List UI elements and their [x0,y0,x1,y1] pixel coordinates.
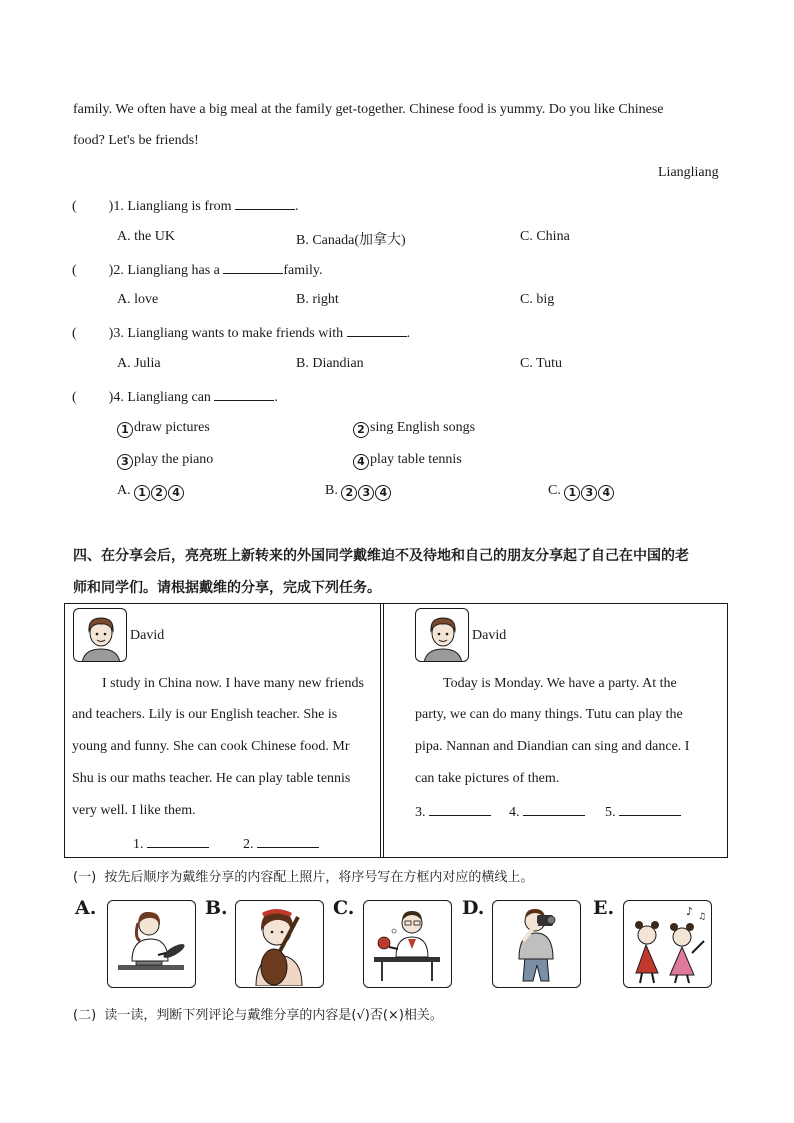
david-avatar-icon [415,608,469,662]
answer-blank[interactable] [347,324,407,337]
picture-letter-e: E. [593,897,615,919]
q4-option-c: C. 1 3 4 [548,483,615,501]
blank-4: 4. [509,803,585,821]
left-line-2: and teachers. Lily is our English teacher. She is [72,707,338,722]
answer-blank[interactable] [235,197,295,210]
q4-option-b: B. 2 3 4 [325,483,392,501]
right-line-4: can take pictures of them. [415,771,560,786]
section4-title-line-2: 师和同学们。请根据戴维的分享，完成下列任务。 [73,580,381,596]
girls-singing-dancing-icon [623,900,712,988]
left-line-3: young and funny. She can cook Chinese food. Mr [72,739,350,754]
svg-text:♪: ♪ [686,905,694,918]
answer-blank[interactable] [223,261,283,274]
answer-blank[interactable] [619,803,681,816]
right-line-2: party, we can do many things. Tutu can play the [415,707,683,722]
blank-1: 1. [133,835,209,853]
q1-option-c: C. China [520,229,570,244]
box-divider [380,603,384,858]
right-line-1: Today is Monday. We have a party. At the [443,676,677,691]
left-line-5: very well. I like them. [72,803,196,818]
picture-letter-a: A. [75,897,97,919]
question-text: 4. Liangliang can [113,390,211,405]
left-box-name: David [130,628,165,643]
q4-option-a: A. 1 2 4 [117,483,185,501]
section4-title-line-1: 四、在分享会后，亮亮班上新转来的外国同学戴维迫不及待地和自己的朋友分享起了自己在中国的老 [73,548,689,564]
q2-option-b: B. right [296,292,339,307]
passage-line-1: family. We often have a big meal at the family get-together. Chinese food is yummy. Do you like Chinese [73,102,664,117]
answer-paren-open: ( [72,199,77,214]
picture-letter-b: B. [205,897,228,919]
q4-item-3: 3 play the piano [117,452,213,470]
q3-option-b: B. Diandian [296,356,364,371]
question-text: 1. Liangliang is from [113,199,232,214]
q1-option-b: B. Canada(加拿大) [296,233,406,248]
q1-option-a: A. the UK [117,229,175,244]
question-3: ( )3. Liangliang wants to make friends with . [72,326,411,341]
girl-cooking-icon [107,900,196,988]
blank-5: 5. [605,803,681,821]
question-text: 3. Liangliang wants to make friends with [113,326,344,341]
q4-item-2: 2 sing English songs [353,420,475,438]
answer-blank[interactable] [523,803,585,816]
part1-instruction: (一) 按先后顺序为戴维分享的内容配上照片，将序号写在方框内对应的横线上。 [73,870,534,885]
answer-blank[interactable] [257,835,319,848]
man-playing-table-tennis-icon [363,900,452,988]
svg-text:♫: ♫ [698,912,707,922]
question-2: ( )2. Liangliang has a family. [72,263,323,278]
q3-option-a: A. Julia [117,356,161,371]
david-avatar-icon [73,608,127,662]
part2-instruction: (二) 读一读，判断下列评论与戴维分享的内容是(√)否(×)相关。 [73,1008,443,1023]
question-text: 2. Liangliang has a [113,263,220,278]
blank-2: 2. [243,835,319,853]
answer-blank[interactable] [429,803,491,816]
left-line-4: Shu is our maths teacher. He can play table tennis [72,771,351,786]
answer-blank[interactable] [147,835,209,848]
q4-item-1: 1 draw pictures [117,420,210,438]
q3-option-c: C. Tutu [520,356,563,371]
picture-letter-c: C. [333,897,355,919]
answer-blank[interactable] [214,388,274,401]
right-box-name: David [472,628,507,643]
girl-playing-pipa-icon [235,900,324,988]
passage-signature: Liangliang [658,165,719,180]
blank-3: 3. [415,803,491,821]
boy-taking-photo-icon [492,900,581,988]
picture-letter-d: D. [462,897,485,919]
q2-option-a: A. love [117,292,159,307]
q4-item-4: 4 play table tennis [353,452,462,470]
left-line-1: I study in China now. I have many new friends [102,676,364,691]
right-line-3: pipa. Nannan and Diandian can sing and dance. I [415,739,690,754]
q2-option-c: C. big [520,292,555,307]
question-4: ( )4. Liangliang can . [72,390,278,405]
question-1: ( )1. Liangliang is from . [72,199,299,214]
passage-line-2: food? Let's be friends! [73,133,199,148]
